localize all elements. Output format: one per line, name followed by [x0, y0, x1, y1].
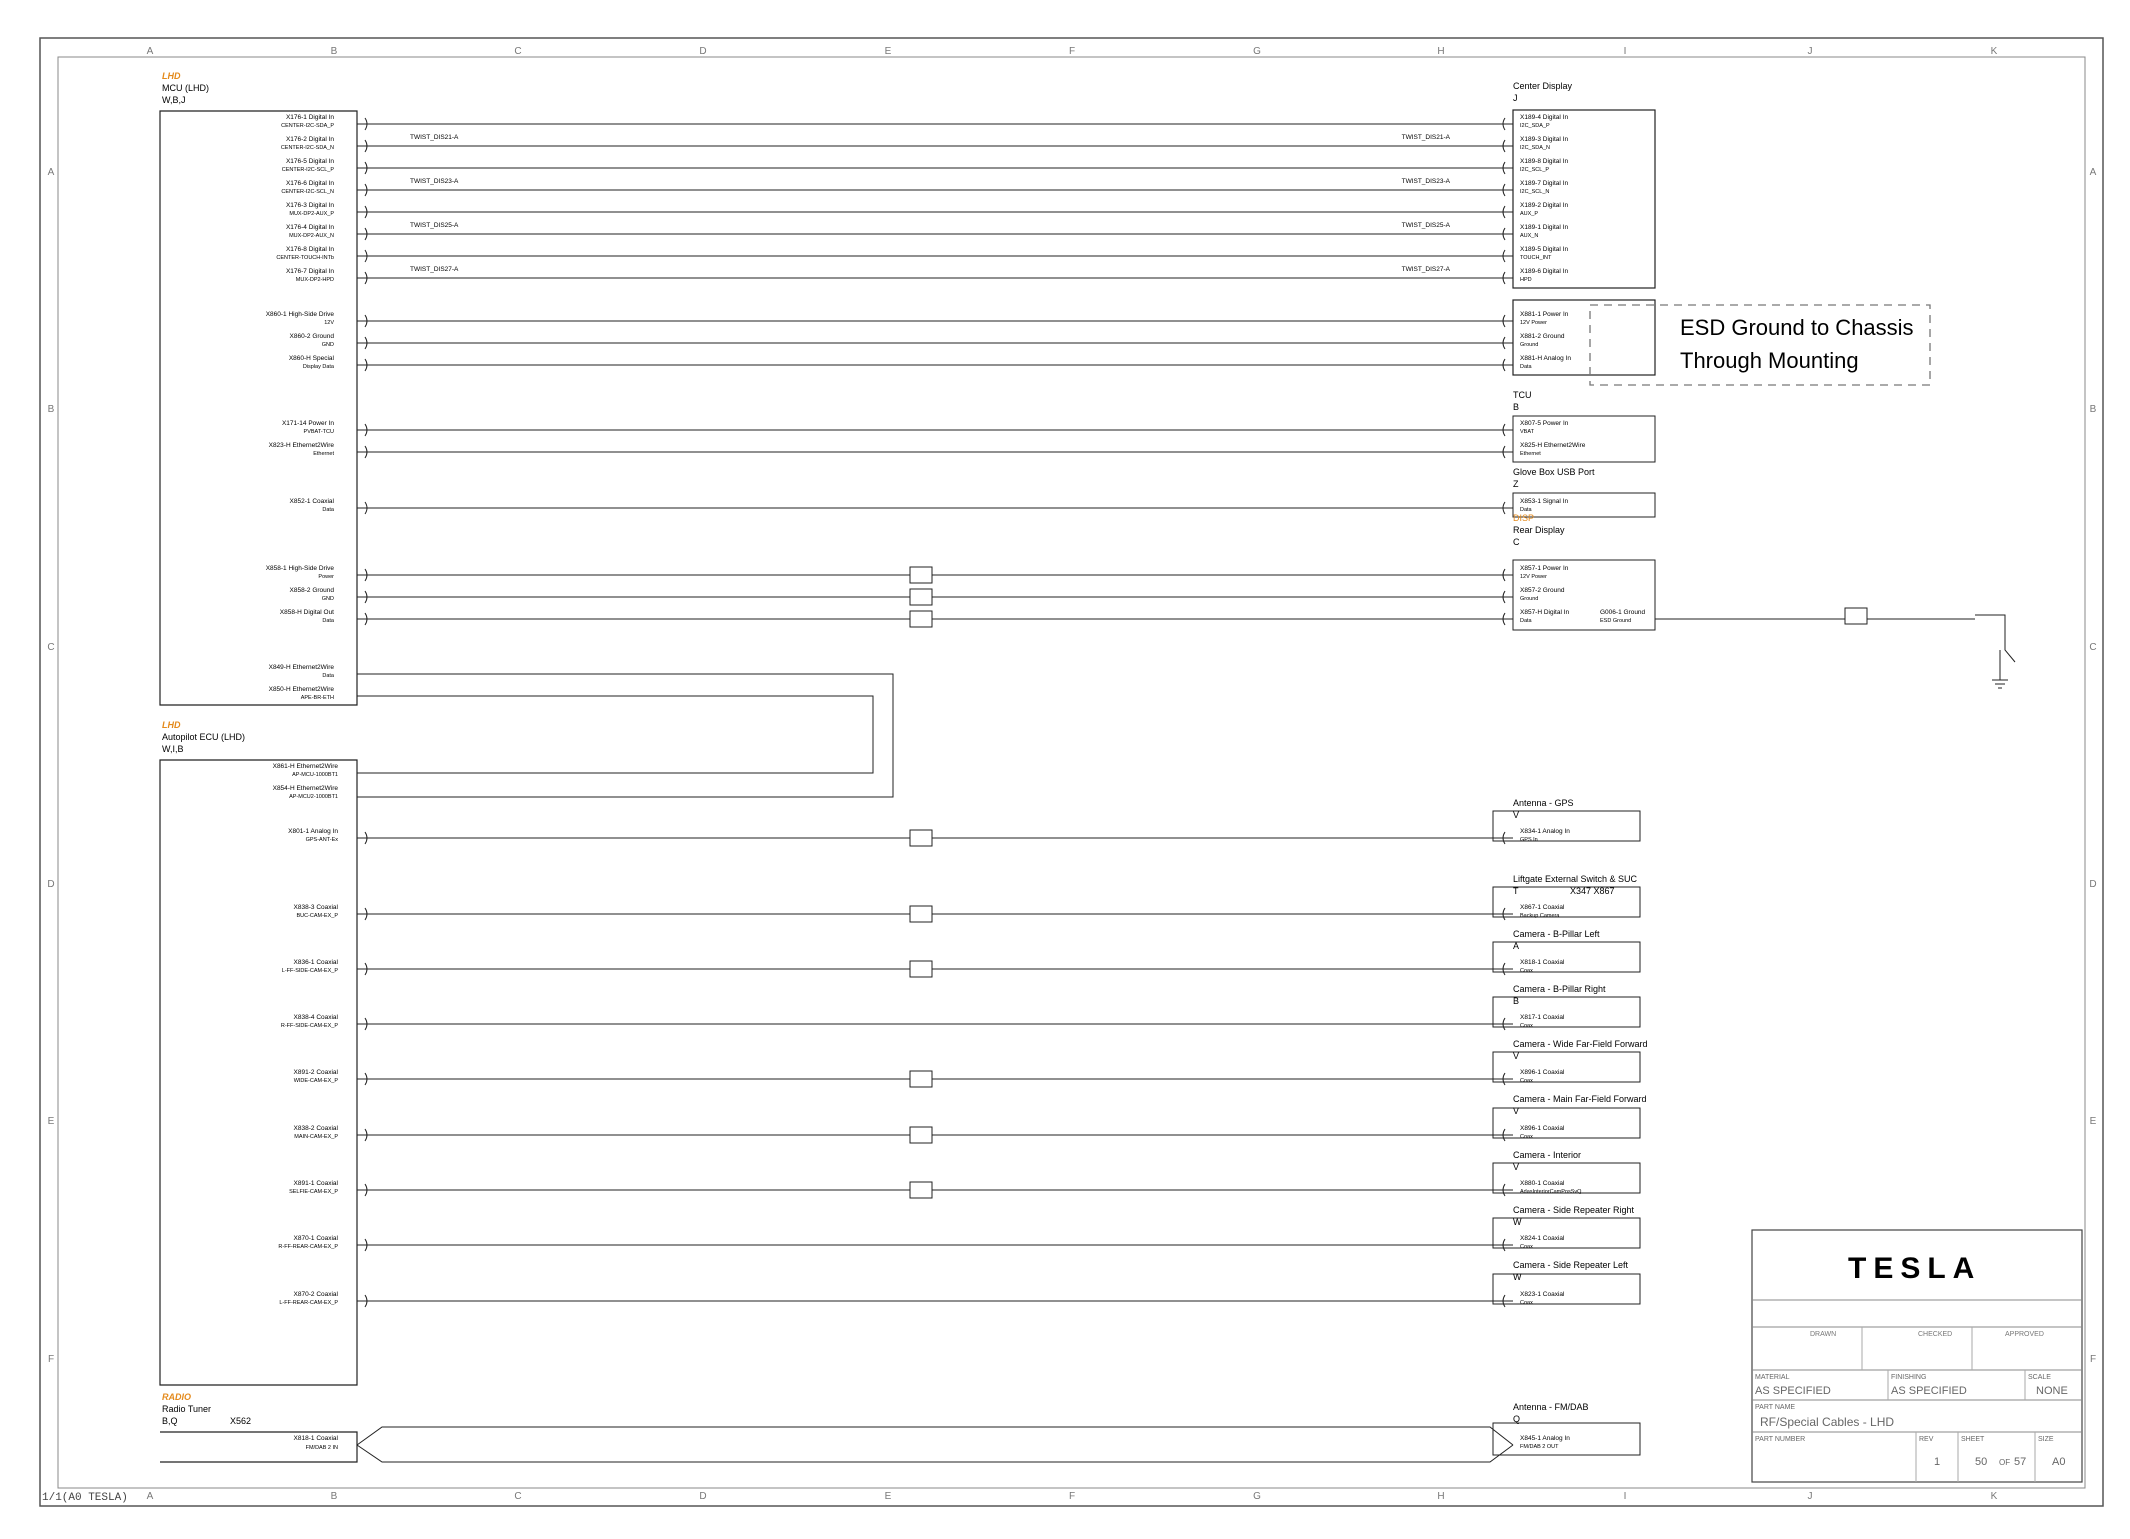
- grid-row-right: B: [2089, 404, 2097, 415]
- right-pin: X189-6 Digital In: [1520, 268, 1569, 275]
- ape-pin: X838-3 Coaxial: [293, 904, 338, 911]
- autopilot-module: [160, 720, 357, 1385]
- right-module-name: Rear Display: [1513, 525, 1565, 535]
- splice: [1845, 608, 1867, 624]
- right-pin: X189-4 Digital In: [1520, 114, 1569, 121]
- chassis-ground-symbol: [1975, 615, 2015, 688]
- radio-pin: X818-1 Coaxial: [293, 1435, 338, 1442]
- right-pin-signal: Coax: [1520, 1078, 1533, 1084]
- splice: [910, 906, 932, 922]
- right-pin-signal: I2C_SDA_N: [1520, 145, 1550, 151]
- finishing-label: FINISHING: [1891, 1374, 1927, 1381]
- ape-pin-signal: MAIN-CAM-EX_P: [294, 1134, 338, 1140]
- right-module-name: Camera - Wide Far-Field Forward: [1513, 1039, 1648, 1049]
- mcu-name: MCU (LHD): [162, 83, 209, 93]
- title-block: [1752, 1230, 2082, 1482]
- mcu-pin-signal: MUX-DP2-AUX_P: [289, 211, 334, 217]
- right-pin: X853-1 Signal In: [1520, 498, 1569, 505]
- ape-pin: X854-H Ethernet2Wire: [272, 785, 338, 792]
- twist-label-left: TWIST_DIS25-A: [410, 222, 459, 229]
- right-pin: X834-1 Analog In: [1520, 828, 1570, 835]
- ape-pin-signal: L-FF-SIDE-CAM-EX_P: [281, 968, 338, 974]
- radio-sig: FM/DAB 2 IN: [305, 1445, 338, 1451]
- mcu-tag: LHD: [162, 71, 181, 81]
- grid-col-bottom: E: [884, 1491, 892, 1502]
- right-module-sub: T: [1513, 886, 1519, 896]
- ape-pin: X861-H Ethernet2Wire: [272, 763, 338, 770]
- grid-col-bottom: G: [1253, 1491, 1261, 1502]
- right-pin-signal: Coax: [1520, 968, 1533, 974]
- ape-tag: LHD: [162, 720, 181, 730]
- right-pin: X881-1 Power In: [1520, 311, 1569, 318]
- mcu-pin-signal: CENTER-I2C-SCL_N: [281, 189, 334, 195]
- sheet-total: 57: [2014, 1456, 2027, 1468]
- right-pin: X189-8 Digital In: [1520, 158, 1569, 165]
- right-module-name: Glove Box USB Port: [1513, 467, 1595, 477]
- radio-wire: [357, 1445, 1513, 1462]
- mcu-pin-signal: PVBAT-TCU: [303, 429, 334, 435]
- mcu-pin: X176-4 Digital In: [285, 224, 334, 231]
- right-module-sub: B: [1513, 996, 1520, 1006]
- grid-row-right: C: [2089, 642, 2097, 653]
- splice: [910, 589, 932, 605]
- mcu-pin: X176-8 Digital In: [285, 246, 334, 253]
- mcu-pin: X860-1 High-Side Drive: [265, 311, 334, 318]
- right-module-labels: [1513, 81, 1648, 1424]
- right-module-name: Center Display: [1513, 81, 1573, 91]
- ethernet-loop: [357, 674, 893, 797]
- ape-pin: X801-1 Analog In: [288, 828, 338, 835]
- splice: [910, 611, 932, 627]
- part-name-value: RF/Special Cables - LHD: [1760, 1415, 1895, 1429]
- right-pin: X817-1 Coaxial: [1520, 1014, 1565, 1021]
- right-pin-signal: FM/DAB 2 OUT: [1520, 1444, 1559, 1450]
- grid-row-right: E: [2089, 1116, 2097, 1127]
- grid-row-right: F: [2089, 1354, 2097, 1365]
- right-pin-signal: Coax: [1520, 1244, 1533, 1250]
- ape-pin-signal: AP-MCU-1000BT1: [292, 772, 338, 778]
- right-pin-signal: AUX_P: [1520, 211, 1539, 217]
- grid-row-right: A: [2089, 167, 2097, 178]
- scale-value: NONE: [2036, 1385, 2068, 1397]
- right-module-sub: Q: [1513, 1414, 1521, 1424]
- sheet-label: SHEET: [1961, 1436, 1985, 1443]
- right-pin-signal: Data: [1520, 507, 1532, 513]
- right-pin: X189-5 Digital In: [1520, 246, 1569, 253]
- rear-ground-sub: ESD Ground: [1600, 618, 1632, 624]
- of-label: OF: [1999, 1458, 2011, 1467]
- right-pin-signal: TOUCH_INT: [1520, 255, 1552, 261]
- right-pin: X867-1 Coaxial: [1520, 904, 1565, 911]
- right-pin: X189-3 Digital In: [1520, 136, 1569, 143]
- ape-pin-signal: AP-MCU2-1000BT1: [289, 794, 338, 800]
- splice: [910, 567, 932, 583]
- right-pin: X881-2 Ground: [1520, 333, 1565, 340]
- right-pin: X189-2 Digital In: [1520, 202, 1569, 209]
- grid-col-top: A: [146, 46, 154, 57]
- grid-labels-top: [147, 46, 1998, 1502]
- mcu-pin: X176-7 Digital In: [285, 268, 334, 275]
- mcu-pin-signal: APE-BR-ETH: [300, 695, 334, 701]
- ape-pin-signal: R-FF-SIDE-CAM-EX_P: [280, 1023, 338, 1029]
- mcu-pin: X858-2 Ground: [289, 587, 334, 594]
- right-module-name: Liftgate External Switch & SUC: [1513, 874, 1638, 884]
- radio-extra: X562: [230, 1416, 252, 1426]
- right-pin: X896-1 Coaxial: [1520, 1069, 1565, 1076]
- grid-col-top: F: [1068, 46, 1076, 57]
- radio-name: Radio Tuner: [162, 1404, 212, 1414]
- size-value: A0: [2052, 1456, 2066, 1468]
- ape-pin-signal: SELFIE-CAM-EX_P: [289, 1189, 338, 1195]
- ape-pin: X836-1 Coaxial: [293, 959, 338, 966]
- ape-name: Autopilot ECU (LHD): [162, 732, 246, 742]
- splice: [910, 961, 932, 977]
- esd-note-line2: Through Mounting: [1680, 348, 1859, 373]
- right-pin-signal: 12V Power: [1520, 320, 1547, 326]
- grid-row-left: E: [47, 1116, 55, 1127]
- right-pin: X857-H Digital In: [1520, 609, 1570, 616]
- mcu-pin-signal: CENTER-I2C-SDA_P: [281, 123, 334, 129]
- mcu-pin-signal: Display Data: [302, 364, 334, 370]
- twist-label-right: TWIST_DIS27-A: [1401, 266, 1450, 273]
- right-pin-signal: I2C_SCL_P: [1520, 167, 1550, 173]
- ape-pin-labels: [273, 763, 339, 1306]
- mcu-pin-signal: CENTER-I2C-SDA_N: [280, 145, 334, 151]
- mcu-pin-signal: Power: [318, 574, 334, 580]
- twist-label-left: TWIST_DIS21-A: [410, 134, 459, 141]
- mcu-pin: X860-2 Ground: [289, 333, 334, 340]
- right-pin: X881-H Analog In: [1520, 355, 1571, 362]
- right-module-sub: V: [1513, 1162, 1520, 1172]
- grid-row-left: F: [47, 1354, 55, 1365]
- right-pin-signal: I2C_SDA_P: [1520, 123, 1550, 129]
- mcu-pin: X849-H Ethernet2Wire: [268, 664, 334, 671]
- mcu-pin: X176-6 Digital In: [285, 180, 334, 187]
- right-module-sub: V: [1513, 810, 1520, 820]
- ape-pin: X838-4 Coaxial: [293, 1014, 338, 1021]
- mcu-pin-labels: [266, 114, 335, 701]
- material-value: AS SPECIFIED: [1755, 1385, 1831, 1397]
- splice: [910, 1127, 932, 1143]
- scale-label: SCALE: [2028, 1374, 2051, 1381]
- grid-row-right: D: [2089, 879, 2097, 890]
- grid-row-left: D: [47, 879, 55, 890]
- twist-label-right: TWIST_DIS21-A: [1401, 134, 1450, 141]
- right-module-name: Antenna - GPS: [1513, 798, 1574, 808]
- part-name-label: PART NAME: [1755, 1404, 1796, 1411]
- part-number-label: PART NUMBER: [1755, 1436, 1806, 1443]
- grid-col-top: H: [1437, 46, 1445, 57]
- tesla-logo: TESLA: [1848, 1252, 1982, 1285]
- grid-col-top: E: [884, 46, 892, 57]
- rear-ground: [1600, 609, 1646, 624]
- ape-sub: W,I,B: [162, 744, 184, 754]
- mcu-pin: X858-H Digital Out: [279, 609, 334, 616]
- right-pin: X857-2 Ground: [1520, 587, 1565, 594]
- mcu-pin: X852-1 Coaxial: [289, 498, 334, 505]
- right-pin-signal: AUX_N: [1520, 233, 1539, 239]
- mcu-pin-signal: Ethernet: [313, 451, 334, 457]
- ape-pin: X870-2 Coaxial: [293, 1291, 338, 1298]
- mcu-pin-signal: GND: [321, 596, 334, 602]
- right-pin-signal: VBAT: [1520, 429, 1534, 435]
- right-pin-signal: Ethernet: [1520, 451, 1541, 457]
- grid-col-bottom: J: [1807, 1491, 1813, 1502]
- grid-col-top: J: [1807, 46, 1813, 57]
- right-pin: X823-1 Coaxial: [1520, 1291, 1565, 1298]
- ape-pin: X870-1 Coaxial: [293, 1235, 338, 1242]
- sheet-value: 50: [1975, 1456, 1988, 1468]
- right-pin: X845-1 Analog In: [1520, 1435, 1570, 1442]
- size-label: SIZE: [2038, 1436, 2054, 1443]
- radio-wire: [357, 1427, 1513, 1445]
- grid-col-top: B: [330, 46, 338, 57]
- grid-col-bottom: I: [1623, 1491, 1627, 1502]
- rev-value: 1: [1934, 1456, 1941, 1468]
- right-module-sub: J: [1513, 93, 1518, 103]
- mcu-pin: X860-H Special: [288, 355, 334, 362]
- grid-row-left: B: [47, 404, 55, 415]
- ape-pin: X891-1 Coaxial: [293, 1180, 338, 1187]
- right-module-sub: W: [1513, 1272, 1522, 1282]
- rear-ground-label: G006-1 Ground: [1600, 609, 1646, 616]
- radio-pin-label: [294, 1435, 339, 1451]
- splice: [910, 830, 932, 846]
- drawn-label: DRAWN: [1810, 1331, 1837, 1338]
- grid-col-bottom: C: [514, 1491, 522, 1502]
- ape-pin: X838-2 Coaxial: [293, 1125, 338, 1132]
- right-module-sub: W: [1513, 1217, 1522, 1227]
- mcu-pin: X176-2 Digital In: [285, 136, 334, 143]
- right-pin-signal: Ground: [1520, 596, 1539, 602]
- mcu-pin-signal: CENTER-TOUCH-INTb: [276, 255, 334, 261]
- right-module-name: Camera - B-Pillar Left: [1513, 929, 1600, 939]
- right-module-name: Camera - Side Repeater Left: [1513, 1260, 1629, 1270]
- twist-labels: [410, 134, 1451, 273]
- right-module-sub: C: [1513, 537, 1520, 547]
- mcu-pin-signal: MUX-DP2-AUX_N: [289, 233, 334, 239]
- footer-sheet-id: 1/1(A0 TESLA): [42, 1492, 128, 1504]
- grid-col-top: G: [1253, 46, 1261, 57]
- right-pin-signal: Backup Camera: [1520, 913, 1560, 919]
- right-module-name: TCU: [1513, 390, 1532, 400]
- right-module-name: Camera - Interior: [1513, 1150, 1582, 1160]
- right-pin: X189-1 Digital In: [1520, 224, 1569, 231]
- mcu-sub: W,B,J: [162, 95, 186, 105]
- splice: [910, 1071, 932, 1087]
- right-module-name: Antenna - FM/DAB: [1513, 1402, 1589, 1412]
- right-pin: X880-1 Coaxial: [1520, 1180, 1565, 1187]
- right-pin-signal: Coax: [1520, 1300, 1533, 1306]
- mcu-pin: X176-3 Digital In: [285, 202, 334, 209]
- mcu-pin: X176-1 Digital In: [285, 114, 334, 121]
- grid-col-top: K: [1990, 46, 1998, 57]
- radio-sub: B,Q: [162, 1416, 178, 1426]
- material-label: MATERIAL: [1755, 1374, 1790, 1381]
- twist-label-left: TWIST_DIS23-A: [410, 178, 459, 185]
- mcu-pin-signal: CENTER-I2C-SCL_P: [281, 167, 334, 173]
- grid-col-bottom: K: [1990, 1491, 1998, 1502]
- right-pin-labels: [1520, 114, 1586, 1450]
- radio-module: [160, 1392, 357, 1462]
- ape-pin-signal: R-FF-REAR-CAM-EX_P: [278, 1244, 338, 1250]
- mcu-pin: X171-14 Power In: [281, 420, 334, 427]
- grid-row-left: C: [47, 642, 55, 653]
- twist-label-left: TWIST_DIS27-A: [410, 266, 459, 273]
- mcu-pin-signal: Data: [322, 673, 334, 679]
- ape-pin-signal: L-FF-REAR-CAM-EX_P: [279, 1300, 338, 1306]
- right-pin-signal: AdasInteriorCamPosSvQ: [1520, 1189, 1582, 1195]
- right-pin: X824-1 Coaxial: [1520, 1235, 1565, 1242]
- right-module-extra: X347 X867: [1570, 886, 1615, 896]
- finishing-value: AS SPECIFIED: [1891, 1385, 1967, 1397]
- mcu-pin-signal: Data: [322, 507, 334, 513]
- mcu-pin-signal: GND: [321, 342, 334, 348]
- twist-label-right: TWIST_DIS25-A: [1401, 222, 1450, 229]
- rev-label: REV: [1919, 1436, 1934, 1443]
- right-pin-signal: Data: [1520, 364, 1532, 370]
- right-module-name: Camera - B-Pillar Right: [1513, 984, 1606, 994]
- grid-col-bottom: H: [1437, 1491, 1445, 1502]
- ape-pin-signal: GPS-ANT-Ex: [305, 837, 338, 843]
- esd-note-line1: ESD Ground to Chassis: [1680, 315, 1914, 340]
- right-module-name: Camera - Main Far-Field Forward: [1513, 1094, 1647, 1104]
- twist-label-right: TWIST_DIS23-A: [1401, 178, 1450, 185]
- mcu-pin: X176-5 Digital In: [285, 158, 334, 165]
- right-module-sub: V: [1513, 1051, 1520, 1061]
- right-pin-signal: Coax: [1520, 1134, 1533, 1140]
- grid-col-top: C: [514, 46, 522, 57]
- splice: [910, 1182, 932, 1198]
- checked-label: CHECKED: [1918, 1331, 1953, 1338]
- grid-col-bottom: F: [1068, 1491, 1076, 1502]
- grid-labels-side: [47, 167, 2096, 1365]
- mcu-pin: X858-1 High-Side Drive: [265, 565, 334, 572]
- ethernet-loop: [357, 696, 873, 773]
- right-module-sub: V: [1513, 1106, 1520, 1116]
- grid-row-left: A: [47, 167, 55, 178]
- grid-col-bottom: A: [146, 1491, 154, 1502]
- grid-col-top: I: [1623, 46, 1627, 57]
- right-pin-signal: Ground: [1520, 342, 1539, 348]
- right-module-sub: Z: [1513, 479, 1519, 489]
- right-pin: X896-1 Coaxial: [1520, 1125, 1565, 1132]
- right-pin-signal: HPD: [1520, 277, 1532, 283]
- ape-pin-signal: BUC-CAM-EX_P: [296, 913, 338, 919]
- right-module-tag: DISP: [1513, 513, 1535, 523]
- grid-col-top: D: [699, 46, 707, 57]
- right-pin: X189-7 Digital In: [1520, 180, 1569, 187]
- ape-pin-signal: WIDE-CAM-EX_P: [293, 1078, 338, 1084]
- radio-tag: RADIO: [162, 1392, 191, 1402]
- right-module-name: Camera - Side Repeater Right: [1513, 1205, 1635, 1215]
- right-pin: X857-1 Power In: [1520, 565, 1569, 572]
- usb-box: [1513, 493, 1655, 517]
- ape-pin: X891-2 Coaxial: [293, 1069, 338, 1076]
- grid-col-bottom: B: [330, 1491, 338, 1502]
- mcu-pin: X823-H Ethernet2Wire: [268, 442, 334, 449]
- esd-note: [1590, 305, 1930, 385]
- right-pin-signal: I2C_SCL_N: [1520, 189, 1550, 195]
- right-pin: X825-H Ethernet2Wire: [1520, 442, 1586, 449]
- right-pin-signal: Coax: [1520, 1023, 1533, 1029]
- right-pin-signal: 12V Power: [1520, 574, 1547, 580]
- right-module-sub: A: [1513, 941, 1520, 951]
- mcu-pin-signal: 12V: [324, 320, 334, 326]
- right-pin-signal: Data: [1520, 618, 1532, 624]
- right-module-sub: B: [1513, 402, 1520, 412]
- right-pin: X818-1 Coaxial: [1520, 959, 1565, 966]
- right-pin: X807-5 Power In: [1520, 420, 1569, 427]
- mcu-pin-signal: Data: [322, 618, 334, 624]
- grid-col-bottom: D: [699, 1491, 707, 1502]
- approved-label: APPROVED: [2005, 1331, 2044, 1338]
- right-pin-signal: GPS In: [1520, 837, 1538, 843]
- mcu-pin: X850-H Ethernet2Wire: [268, 686, 334, 693]
- mcu-pin-signal: MUX-DP2-HPD: [295, 277, 334, 283]
